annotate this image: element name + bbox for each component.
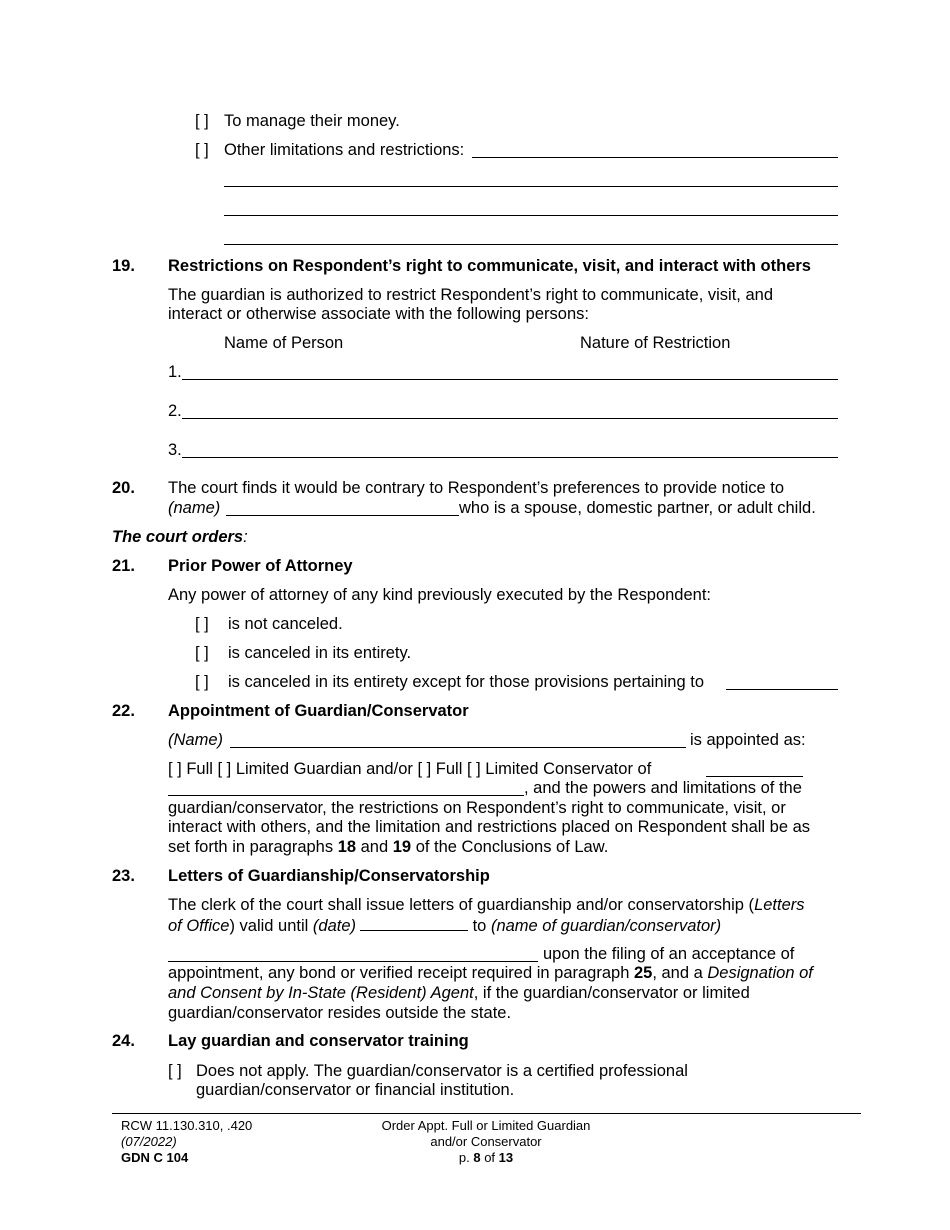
body-text (168, 984, 750, 1003)
body-text: guardian/conservator, the restrictions on Respondent’s right to communicate, visit, or (168, 799, 786, 817)
body-text: who is a spouse, domestic partner, or adult child. (459, 499, 816, 517)
row-number: 2. (168, 402, 182, 420)
column-header-name: Name of Person (224, 334, 344, 352)
option-does-not-apply: Does not apply. The guardian/conservator is a certified professional (196, 1062, 688, 1080)
body-text: interact with others, and the limitation and restrictions placed on Respondent shall be as (168, 818, 811, 836)
row-number: 3. (168, 441, 182, 459)
footer-form-number: GDN C 104 (121, 1150, 189, 1165)
fill-line[interactable] (706, 776, 803, 777)
fill-line[interactable] (182, 379, 838, 380)
column-header-restriction: Nature of Restriction (580, 334, 731, 352)
footer-rcw: RCW 11.130.310, .420 (121, 1118, 253, 1133)
body-text: Any power of attorney of any kind previously executed by the Respondent: (168, 586, 711, 604)
page-current: 8 (473, 1150, 481, 1165)
body-text: upon the filing of an acceptance of (543, 945, 795, 963)
section-title: Prior Power of Attorney (168, 557, 353, 575)
paragraph-ref: 19 (392, 838, 412, 856)
checkbox[interactable]: [ ] (195, 673, 209, 691)
text-run: and Consent by In-State (Resident) Agent (168, 984, 474, 1002)
text-run: , if the guardian/conservator or limited (473, 984, 750, 1002)
checkbox[interactable]: [ ] (168, 1062, 182, 1080)
text-run: , and a (652, 964, 708, 982)
text-run: of Office (168, 917, 230, 935)
fill-line[interactable] (726, 689, 838, 690)
option-manage-money: To manage their money. (224, 112, 400, 130)
section-number: 22. (112, 702, 135, 720)
option-other-limitations: Other limitations and restrictions: (224, 141, 465, 159)
text-run: to (468, 917, 491, 935)
text-run: and (356, 838, 393, 856)
option-does-not-apply-cont: guardian/conservator or financial institution. (196, 1081, 515, 1099)
date-label: (date) (312, 917, 357, 935)
footer-page-number (356, 1150, 616, 1166)
text-run: appointment, any bond or verified receipt required in paragraph (168, 964, 634, 982)
section-number: 20. (112, 479, 135, 497)
footer-date: (07/2022) (121, 1134, 177, 1149)
option-not-canceled: is not canceled. (228, 615, 343, 633)
body-text: The guardian is authorized to restrict Respondent’s right to communicate, visit, and (168, 286, 774, 304)
body-text: The court finds it would be contrary to Respondent’s preferences to provide notice to (168, 479, 785, 497)
text-run: p. (458, 1150, 474, 1165)
body-text (168, 916, 721, 936)
text-run: of (480, 1150, 499, 1165)
section-title: Letters of Guardianship/Conservatorship (168, 867, 490, 885)
body-text (168, 896, 805, 915)
text-run: Designation of (707, 964, 813, 982)
fill-line[interactable] (224, 244, 838, 245)
body-text (168, 838, 608, 857)
section-title: Restrictions on Respondent’s right to communicate, visit, and interact with others (168, 257, 811, 275)
paragraph-ref: 25 (633, 964, 653, 982)
name-label: (Name) (168, 731, 224, 749)
fill-line[interactable] (168, 795, 524, 796)
orders-heading (112, 528, 248, 547)
body-text: interact or otherwise associate with the following persons: (168, 305, 589, 323)
fill-line[interactable] (224, 215, 838, 216)
fill-line[interactable] (182, 418, 838, 419)
option-canceled: is canceled in its entirety. (228, 644, 412, 662)
footer-divider (112, 1113, 861, 1114)
section-number: 24. (112, 1032, 135, 1050)
body-text (168, 964, 813, 983)
body-text: is appointed as: (690, 731, 806, 749)
checkbox[interactable]: [ ] (195, 615, 209, 633)
date-fill-line[interactable] (360, 916, 468, 931)
section-title: Appointment of Guardian/Conservator (168, 702, 469, 720)
orders-heading-colon: : (243, 528, 248, 546)
section-number: 23. (112, 867, 135, 885)
checkbox[interactable]: [ ] (195, 112, 209, 130)
section-number: 21. (112, 557, 135, 575)
row-number: 1. (168, 363, 182, 381)
guardian-name-fill-line[interactable] (168, 961, 538, 962)
section-title: Lay guardian and conservator training (168, 1032, 469, 1050)
footer-title-line1: Order Appt. Full or Limited Guardian (381, 1118, 591, 1133)
text-run: ) valid until (229, 917, 313, 935)
text-run: set forth in paragraphs (168, 838, 338, 856)
page-total: 13 (498, 1150, 514, 1165)
fill-line[interactable] (472, 157, 838, 158)
name-label: (name) (168, 499, 221, 517)
text-run: Letters (754, 896, 805, 914)
guardian-name-label: (name of guardian/conservator) (490, 917, 722, 935)
body-text: , and the powers and limitations of the (524, 779, 802, 797)
body-text: guardian/conservator resides outside the state. (168, 1004, 512, 1022)
name-fill-line[interactable] (230, 747, 686, 748)
orders-heading-text: The court orders (112, 528, 244, 546)
footer-title-line2: and/or Conservator (430, 1134, 542, 1149)
checkbox[interactable]: [ ] (195, 644, 209, 662)
guardian-type-checkboxes[interactable]: [ ] Full [ ] Limited Guardian and/or [ ] Full [ ] Limited Conservator of (168, 760, 652, 778)
section-number: 19. (112, 257, 135, 275)
text-run: of the Conclusions of Law. (411, 838, 609, 856)
paragraph-ref: 18 (337, 838, 357, 856)
fill-line[interactable] (182, 457, 838, 458)
checkbox[interactable]: [ ] (195, 141, 209, 159)
text-run: The clerk of the court shall issue letters of guardianship and/or conservatorship ( (168, 896, 755, 914)
fill-line[interactable] (224, 186, 838, 187)
name-fill-line[interactable] (226, 515, 459, 516)
option-canceled-except: is canceled in its entirety except for those provisions pertaining to (228, 673, 705, 691)
